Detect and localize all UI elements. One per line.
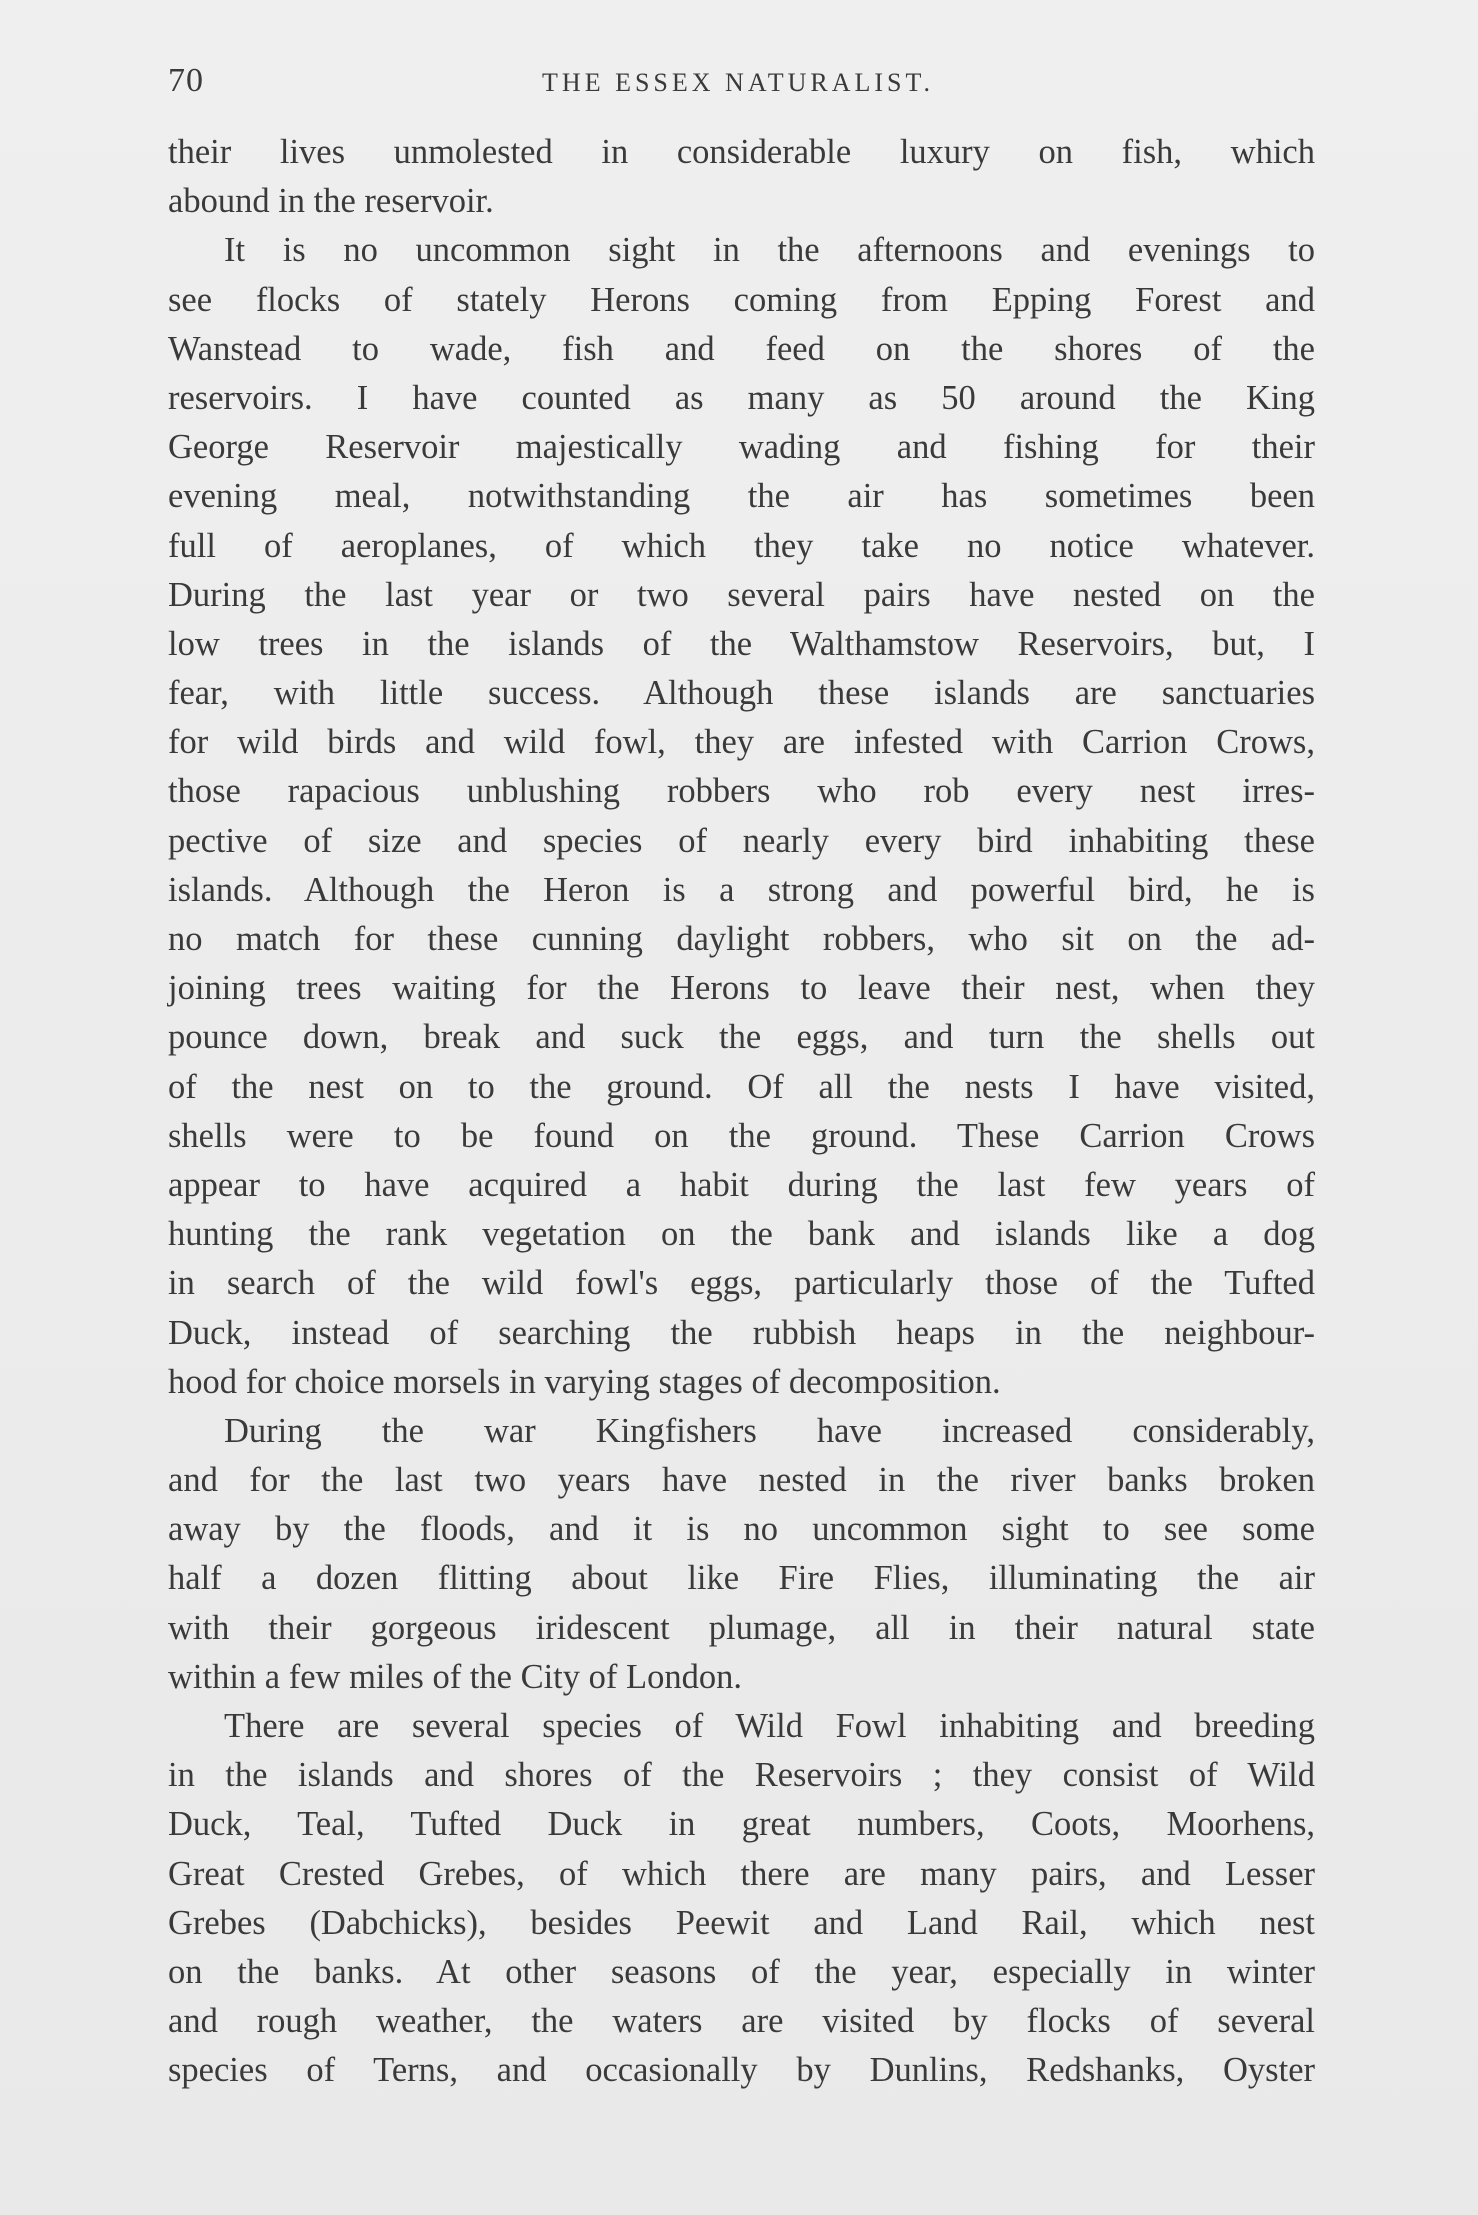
- text-line: hunting the rank vegetation on the bank and islands like a dog: [168, 1215, 1315, 1254]
- text-line: and for the last two years have nested in the river banks broken: [168, 1461, 1315, 1500]
- text-line: Duck, instead of searching the rubbish heaps in the neighbour-: [168, 1313, 1315, 1352]
- text-line: low trees in the islands of the Walthamstow Reservoirs, but, I: [168, 624, 1315, 663]
- text-line: away by the floods, and it is no uncommon sight to see some: [168, 1510, 1315, 1549]
- text-line: It is no uncommon sight in the afternoons and evenings to: [224, 231, 1315, 270]
- text-line: with their gorgeous iridescent plumage, all in their natural state: [168, 1608, 1315, 1647]
- paragraph: [168, 1407, 1315, 1702]
- text-line: see flocks of stately Herons coming from Epping Forest and: [168, 280, 1315, 319]
- text-line: joining trees waiting for the Herons to leave their nest, when they: [168, 969, 1315, 1008]
- text-line: There are several species of Wild Fowl inhabiting and breeding: [224, 1707, 1315, 1745]
- text-line: islands. Although the Heron is a strong and powerful bird, he is: [168, 870, 1315, 909]
- journal-title: THE ESSEX NATURALIST.: [542, 68, 934, 97]
- text-line: reservoirs. I have counted as many as 50 around the King: [168, 378, 1315, 417]
- text-line: within a few miles of the City of London.: [168, 1657, 742, 1696]
- text-line: full of aeroplanes, of which they take no notice whatever.: [168, 526, 1315, 565]
- text-line: Grebes (Dabchicks), besides Peewit and Land Rail, which nest: [168, 1903, 1315, 1942]
- text-line: on the banks. At other seasons of the year, especially in winter: [168, 1952, 1315, 1991]
- text-line: During the war Kingfishers have increased considerably,: [224, 1411, 1315, 1450]
- text-line: their lives unmolested in considerable luxury on fish, which: [168, 133, 1315, 171]
- text-line: in the islands and shores of the Reservoirs ; they consist of Wild: [168, 1756, 1315, 1795]
- text-line: those rapacious unblushing robbers who rob every nest irres-: [168, 772, 1315, 811]
- paragraph: [168, 226, 1315, 1407]
- body-text: [168, 128, 1315, 2096]
- paragraph: [168, 128, 1315, 226]
- text-line: no match for these cunning daylight robbers, who sit on the ad-: [168, 920, 1315, 958]
- text-line: pounce down, break and suck the eggs, and turn the shells out: [168, 1018, 1315, 1057]
- paragraph: [168, 1702, 1315, 2096]
- text-line: abound in the reservoir.: [168, 182, 494, 221]
- text-line: for wild birds and wild fowl, they are infested with Carrion Crows,: [168, 723, 1315, 762]
- text-line: pective of size and species of nearly every bird inhabiting these: [168, 821, 1315, 860]
- text-line: and rough weather, the waters are visited by flocks of several: [168, 2002, 1315, 2041]
- page-number: 70: [168, 62, 204, 99]
- text-line: During the last year or two several pairs have nested on the: [168, 575, 1315, 614]
- text-line: species of Terns, and occasionally by Dunlins, Redshanks, Oyster: [168, 2051, 1315, 2090]
- text-line: Great Crested Grebes, of which there are many pairs, and Lesser: [168, 1854, 1315, 1893]
- text-line: Wanstead to wade, fish and feed on the shores of the: [168, 329, 1315, 368]
- text-line: in search of the wild fowl's eggs, particularly those of the Tufted: [168, 1264, 1315, 1303]
- text-line: shells were to be found on the ground. These Carrion Crows: [168, 1116, 1315, 1155]
- text-line: evening meal, notwithstanding the air has sometimes been: [168, 477, 1315, 516]
- text-line: George Reservoir majestically wading and fishing for their: [168, 428, 1315, 467]
- text-line: appear to have acquired a habit during the last few years of: [168, 1165, 1315, 1204]
- text-line: hood for choice morsels in varying stages of decomposition.: [168, 1362, 1001, 1401]
- text-line: fear, with little success. Although these islands are sanctuaries: [168, 674, 1315, 713]
- text-line: Duck, Teal, Tufted Duck in great numbers, Coots, Moorhens,: [168, 1805, 1315, 1844]
- text-line: of the nest on to the ground. Of all the nests I have visited,: [168, 1067, 1315, 1106]
- running-head: [168, 62, 1308, 102]
- text-line: half a dozen flitting about like Fire Flies, illuminating the air: [168, 1559, 1315, 1598]
